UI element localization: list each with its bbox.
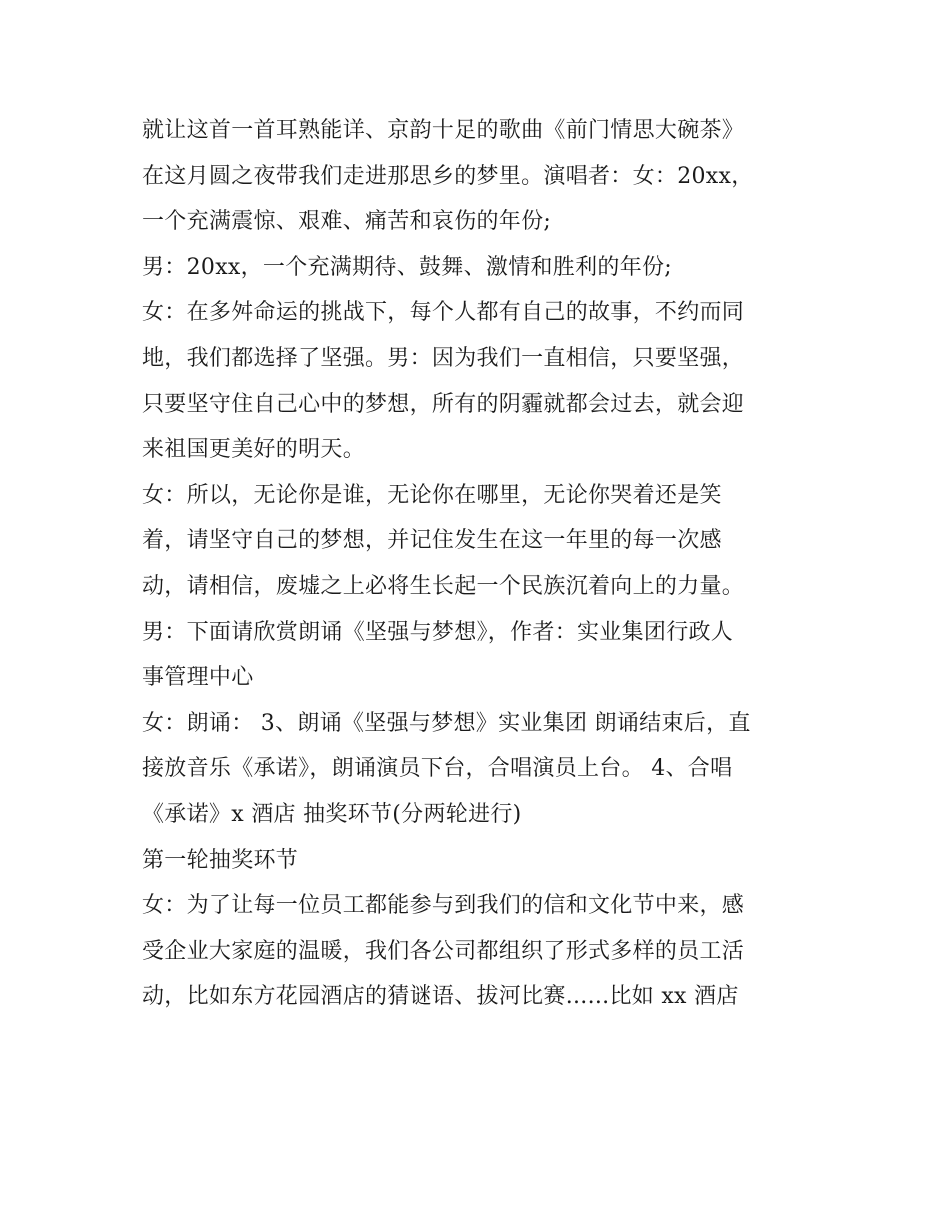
text-line: 就让这首一首耳熟能详、京韵十足的歌曲《前门情思大碗茶》	[142, 118, 745, 143]
text-line: 女：为了让每一位员工都能参与到我们的信和文化节中来，感	[142, 893, 745, 919]
text-line: 女：朗诵： 3、朗诵《坚强与梦想》实业集团 朗诵结束后，直	[142, 710, 751, 736]
text-line: 来祖国更美好的明天。	[142, 437, 366, 463]
text-line: 《承诺》x 酒店 抽奖环节(分两轮进行)	[142, 801, 522, 827]
text-line: 接放音乐《承诺》，朗诵演员下台，合唱演员上台。 4、合唱	[142, 756, 733, 782]
text-line: 女：在多舛命运的挑战下，每个人都有自己的故事，不约而同	[142, 300, 745, 326]
text-line: 动，请相信，废墟之上必将生长起一个民族沉着向上的力量。	[142, 573, 745, 599]
text-line: 地，我们都选择了坚强。男：因为我们一直相信，只要坚强，	[142, 345, 745, 371]
text-line: 女：所以，无论你是谁，无论你在哪里，无论你哭着还是笑	[142, 482, 722, 508]
text-line: 第一轮抽奖环节	[142, 847, 299, 873]
text-line: 男：下面请欣赏朗诵《坚强与梦想》，作者：实业集团行政人	[142, 619, 734, 645]
document-body	[142, 108, 832, 1020]
text-line: 事管理中心	[142, 665, 254, 691]
text-line: 男：20xx，一个充满期待、鼓舞、激情和胜利的年份;	[142, 254, 673, 280]
text-line: 在这月圆之夜带我们走进那思乡的梦里。演唱者：女：20xx，	[142, 163, 754, 189]
text-line: 受企业大家庭的温暖，我们各公司都组织了形式多样的员工活	[142, 938, 745, 964]
text-line: 一个充满震惊、艰难、痛苦和哀伤的年份;	[142, 209, 552, 235]
text-line: 只要坚守住自己心中的梦想，所有的阴霾就都会过去，就会迎	[142, 391, 745, 417]
text-line: 着，请坚守自己的梦想，并记住发生在这一年里的每一次感	[142, 528, 722, 554]
text-line: 动，比如东方花园酒店的猜谜语、拔河比赛......比如 xx 酒店	[142, 984, 739, 1010]
